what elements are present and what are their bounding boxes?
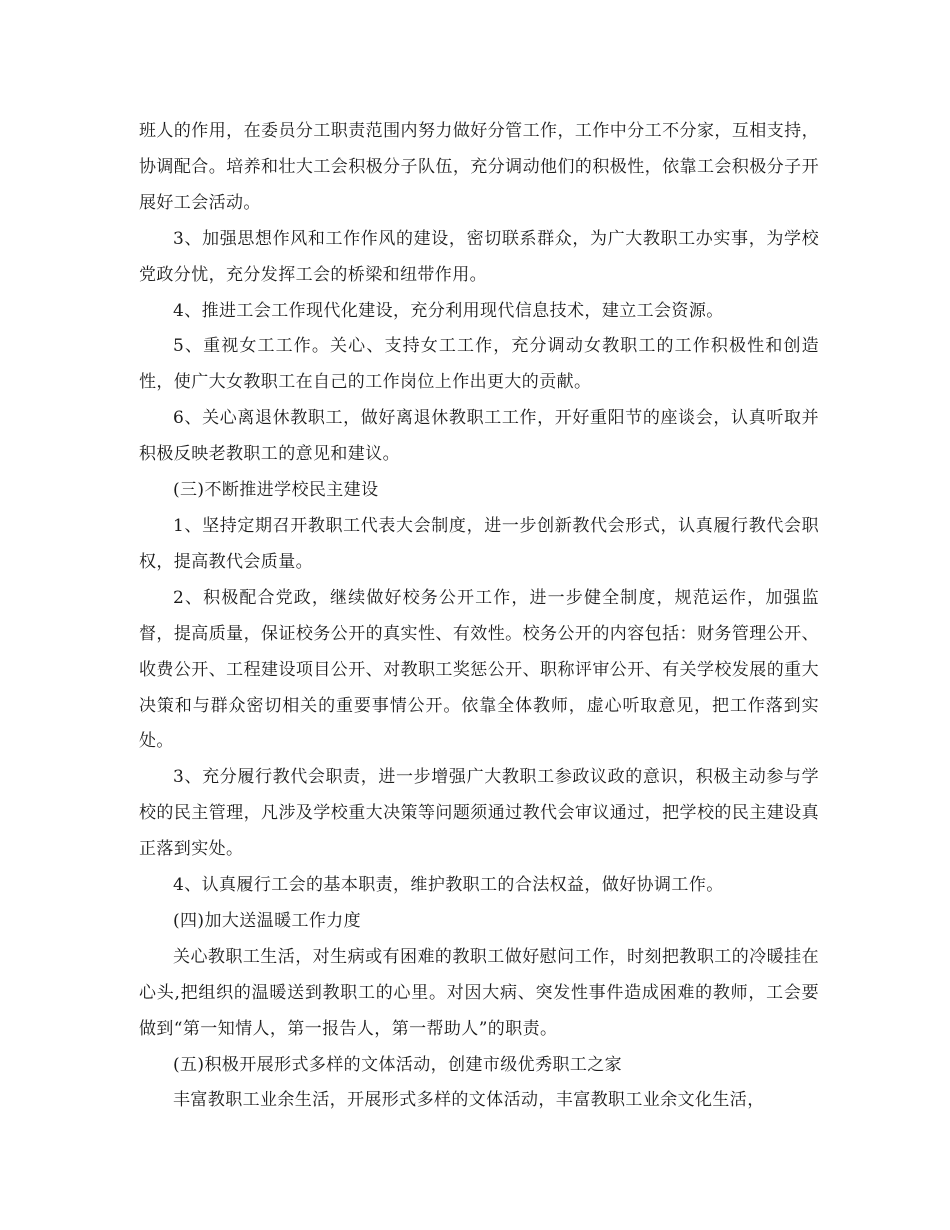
paragraph-item-6: 6、关心离退休教职工，做好离退休教职工工作，开好重阳节的座谈会，认真听取并积极反映老教职工的意见和建议。 bbox=[139, 408, 819, 465]
paragraph-item-4: 4、推进工会工作现代化建设，充分利用现代信息技术，建立工会资源。 bbox=[173, 300, 724, 321]
section-heading-4: (四)加大送温暖工作力度 bbox=[173, 910, 362, 931]
paragraph-continued: 班人的作用，在委员分工职责范围内努力做好分管工作，工作中分工不分家，互相支持，协调配合。培养和壮大工会积极分子队伍，充分调动他们的积极性，依靠工会积极分子开展好工会活动。 bbox=[139, 121, 819, 213]
paragraph-item-3: 3、加强思想作风和工作作风的建设，密切联系群众，为广大教职工办实事，为学校党政分忧，充分发挥工会的桥梁和纽带作用。 bbox=[139, 228, 819, 285]
paragraph-section3-item-1: 1、坚持定期召开教职工代表大会制度，进一步创新教代会形式，认真履行教代会职权，提高教代会质量。 bbox=[139, 515, 819, 572]
document-body bbox=[139, 114, 819, 1119]
section-heading-3: (三)不断推进学校民主建设 bbox=[173, 480, 379, 501]
paragraph-item-5: 5、重视女工工作。关心、支持女工工作，充分调动女教职工的工作积极性和创造性，使广大女教职工在自己的工作岗位上作出更大的贡献。 bbox=[139, 336, 819, 393]
section-heading-5: (五)积极开展形式多样的文体活动，创建市级优秀职工之家 bbox=[173, 1054, 623, 1075]
paragraph-section4-body: 关心教职工生活，对生病或有困难的教职工做好慰问工作，时刻把教职工的冷暖挂在心头,把组织的温暖送到教职工的心里。对因大病、突发性事件造成困难的教师，工会要做到“第一知情人，第一报告人，第一帮助人”的职责。 bbox=[139, 946, 819, 1039]
paragraph-section3-item-3: 3、充分履行教代会职责，进一步增强广大教职工参政议政的意识，积极主动参与学校的民主管理，凡涉及学校重大决策等问题须通过教代会审议通过，把学校的民主建设真正落到实处。 bbox=[139, 767, 819, 860]
paragraph-section3-item-4: 4、认真履行工会的基本职责，维护教职工的合法权益，做好协调工作。 bbox=[173, 875, 724, 896]
paragraph-section5-body: 丰富教职工业余生活，开展形式多样的文体活动，丰富教职工业余文化生活， bbox=[173, 1090, 765, 1111]
paragraph-section3-item-2: 2、积极配合党政，继续做好校务公开工作，进一步健全制度，规范运作，加强监督，提高质量，保证校务公开的真实性、有效性。校务公开的内容包括：财务管理公开、收费公开、工程建设项目公开、对教职工奖惩公开、职称评审公开、有关学校发展的重大决策和与群众密切相关的重要事情公开。依靠全体教师，虚心听取意见，把工作落到实处。 bbox=[139, 587, 819, 752]
